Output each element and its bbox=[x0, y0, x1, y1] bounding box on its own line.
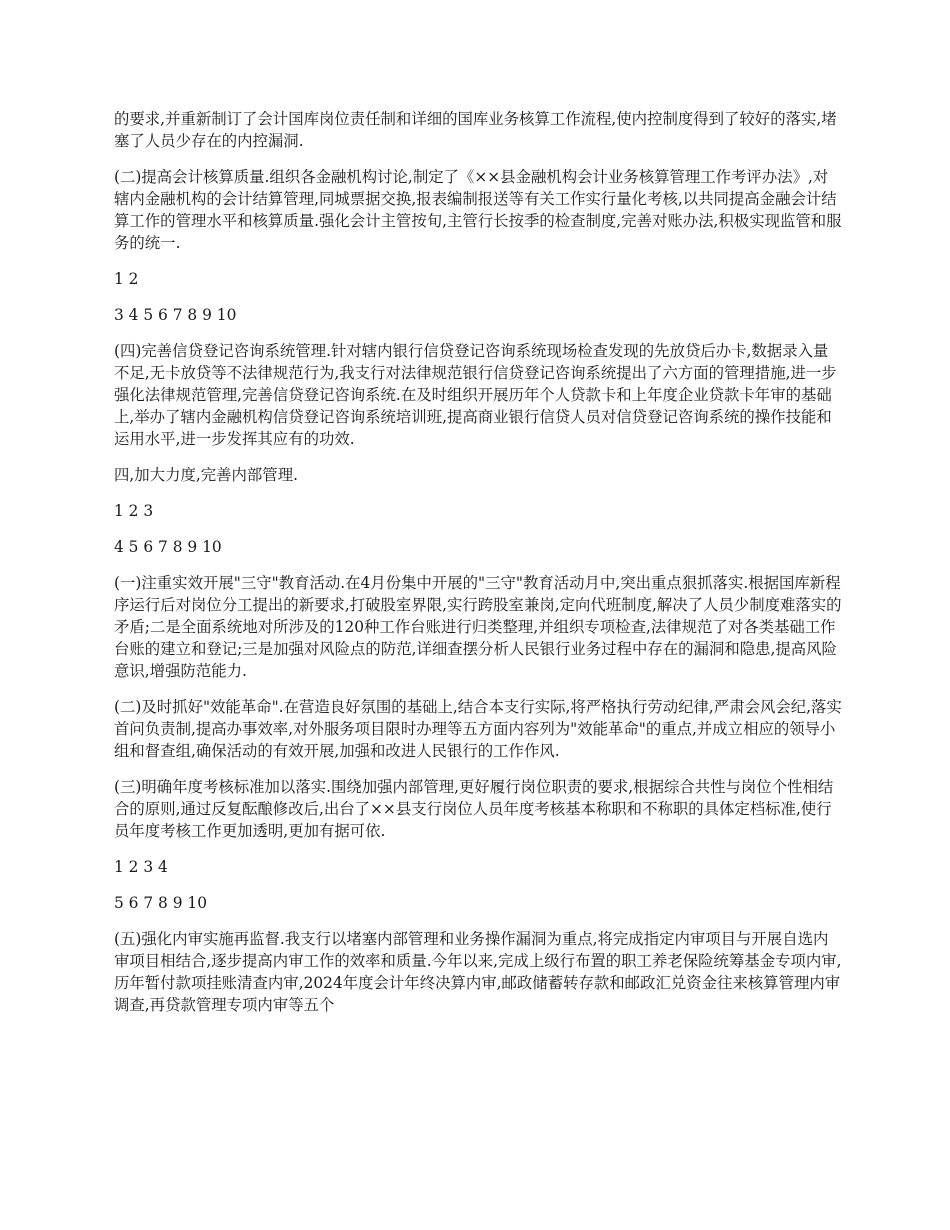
page-number-row: 5 6 7 8 9 10 bbox=[114, 894, 208, 912]
paragraph-three-keeps: (一)注重实效开展"三守"教育活动.在4月份集中开展的"三守"教育活动月中,突出重点狠抓落实.根据国库新程序运行后对岗位分工提出的新要求,打破股室界限,实行跨股室兼岗,定向代班制度,解决了人员少制度难落实的矛盾;二是全面系统地对所涉及的120种工作台账进行归类整理,并组织专项检查,法律规范了对各类基础工作台账的建立和登记;三是加强对风险点的防范,详细查摆分析人民银行业务过程中存在的漏洞和隐患,提高风险意识,增强防范能力. bbox=[114, 574, 842, 680]
page-number-row: 1 2 3 bbox=[114, 502, 154, 520]
paragraph-assessment: (三)明确年度考核标准加以落实.围绕加强内部管理,更好履行岗位职责的要求,根据综合共性与岗位个性相结合的原则,通过反复酝酿修改后,出台了××县支行岗位人员年度考核基本称职和不称职的具体定档标准,使行员年度考核工作更加透明,更加有据可依. bbox=[114, 778, 834, 840]
page-number-row: 1 2 bbox=[114, 270, 139, 288]
paragraph-efficiency: (二)及时抓好"效能革命".在营造良好氛围的基础上,结合本支行实际,将严格执行劳动纪律,严肃会风会纪,落实首问负责制,提高办事效率,对外服务项目限时办理等五方面内容列为"效能革命"的重点,并成立相应的领导小组和督查组,确保活动的有效开展,加强和改进人民银行的工作作风. bbox=[114, 698, 842, 760]
paragraph-internal-audit: (五)强化内审实施再监督.我支行以堵塞内部管理和业务操作漏洞为重点,将完成指定内审项目与开展自选内审项目相结合,逐步提高内审工作的效率和质量.今年以来,完成上级行布置的职工养老保险统筹基金专项内审,历年暂付款项挂账清查内审,2024年度会计年终决算内审,邮政储蓄转存款和邮政汇兑资金往来核算管理内审调查,再贷款管理专项内审等五个 bbox=[114, 930, 842, 1014]
paragraph-accounting-quality: (二)提高会计核算质量.组织各金融机构讨论,制定了《××县金融机构会计业务核算管理工作考评办法》,对辖内金融机构的会计结算管理,同城票据交换,报表编制报送等有关工作实行量化考核,以共同提高金融会计结算工作的管理水平和核算质量.强化会计主管按旬,主管行长按季的检查制度,完善对账办法,积极实现监管和服务的统一. bbox=[114, 168, 842, 252]
paragraph-credit-registry: (四)完善信贷登记咨询系统管理.针对辖内银行信贷登记咨询系统现场检查发现的先放贷后办卡,数据录入量不足,无卡放贷等不法律规范行为,我支行对法律规范银行信贷登记咨询系统提出了六方面的管理措施,进一步强化法律规范管理,完善信贷登记咨询系统.在及时组织开展历年个人贷款卡和上年度企业贷款卡年审的基础上,举办了辖内金融机构信贷登记咨询系统培训班,提高商业银行信贷人员对信贷登记咨询系统的操作技能和运用水平,进一步发挥其应有的功效. bbox=[114, 342, 837, 448]
page-number-row: 1 2 3 4 bbox=[114, 858, 168, 876]
section-heading: 四,加大力度,完善内部管理. bbox=[114, 466, 298, 484]
page-number-row: 4 5 6 7 8 9 10 bbox=[114, 538, 222, 556]
page-number-row: 3 4 5 6 7 8 9 10 bbox=[114, 306, 237, 324]
document-body bbox=[114, 108, 842, 1030]
paragraph-internal-control: 的要求,并重新制订了会计国库岗位责任制和详细的国库业务核算工作流程,使内控制度得到了较好的落实,堵塞了人员少存在的内控漏洞. bbox=[114, 110, 837, 150]
